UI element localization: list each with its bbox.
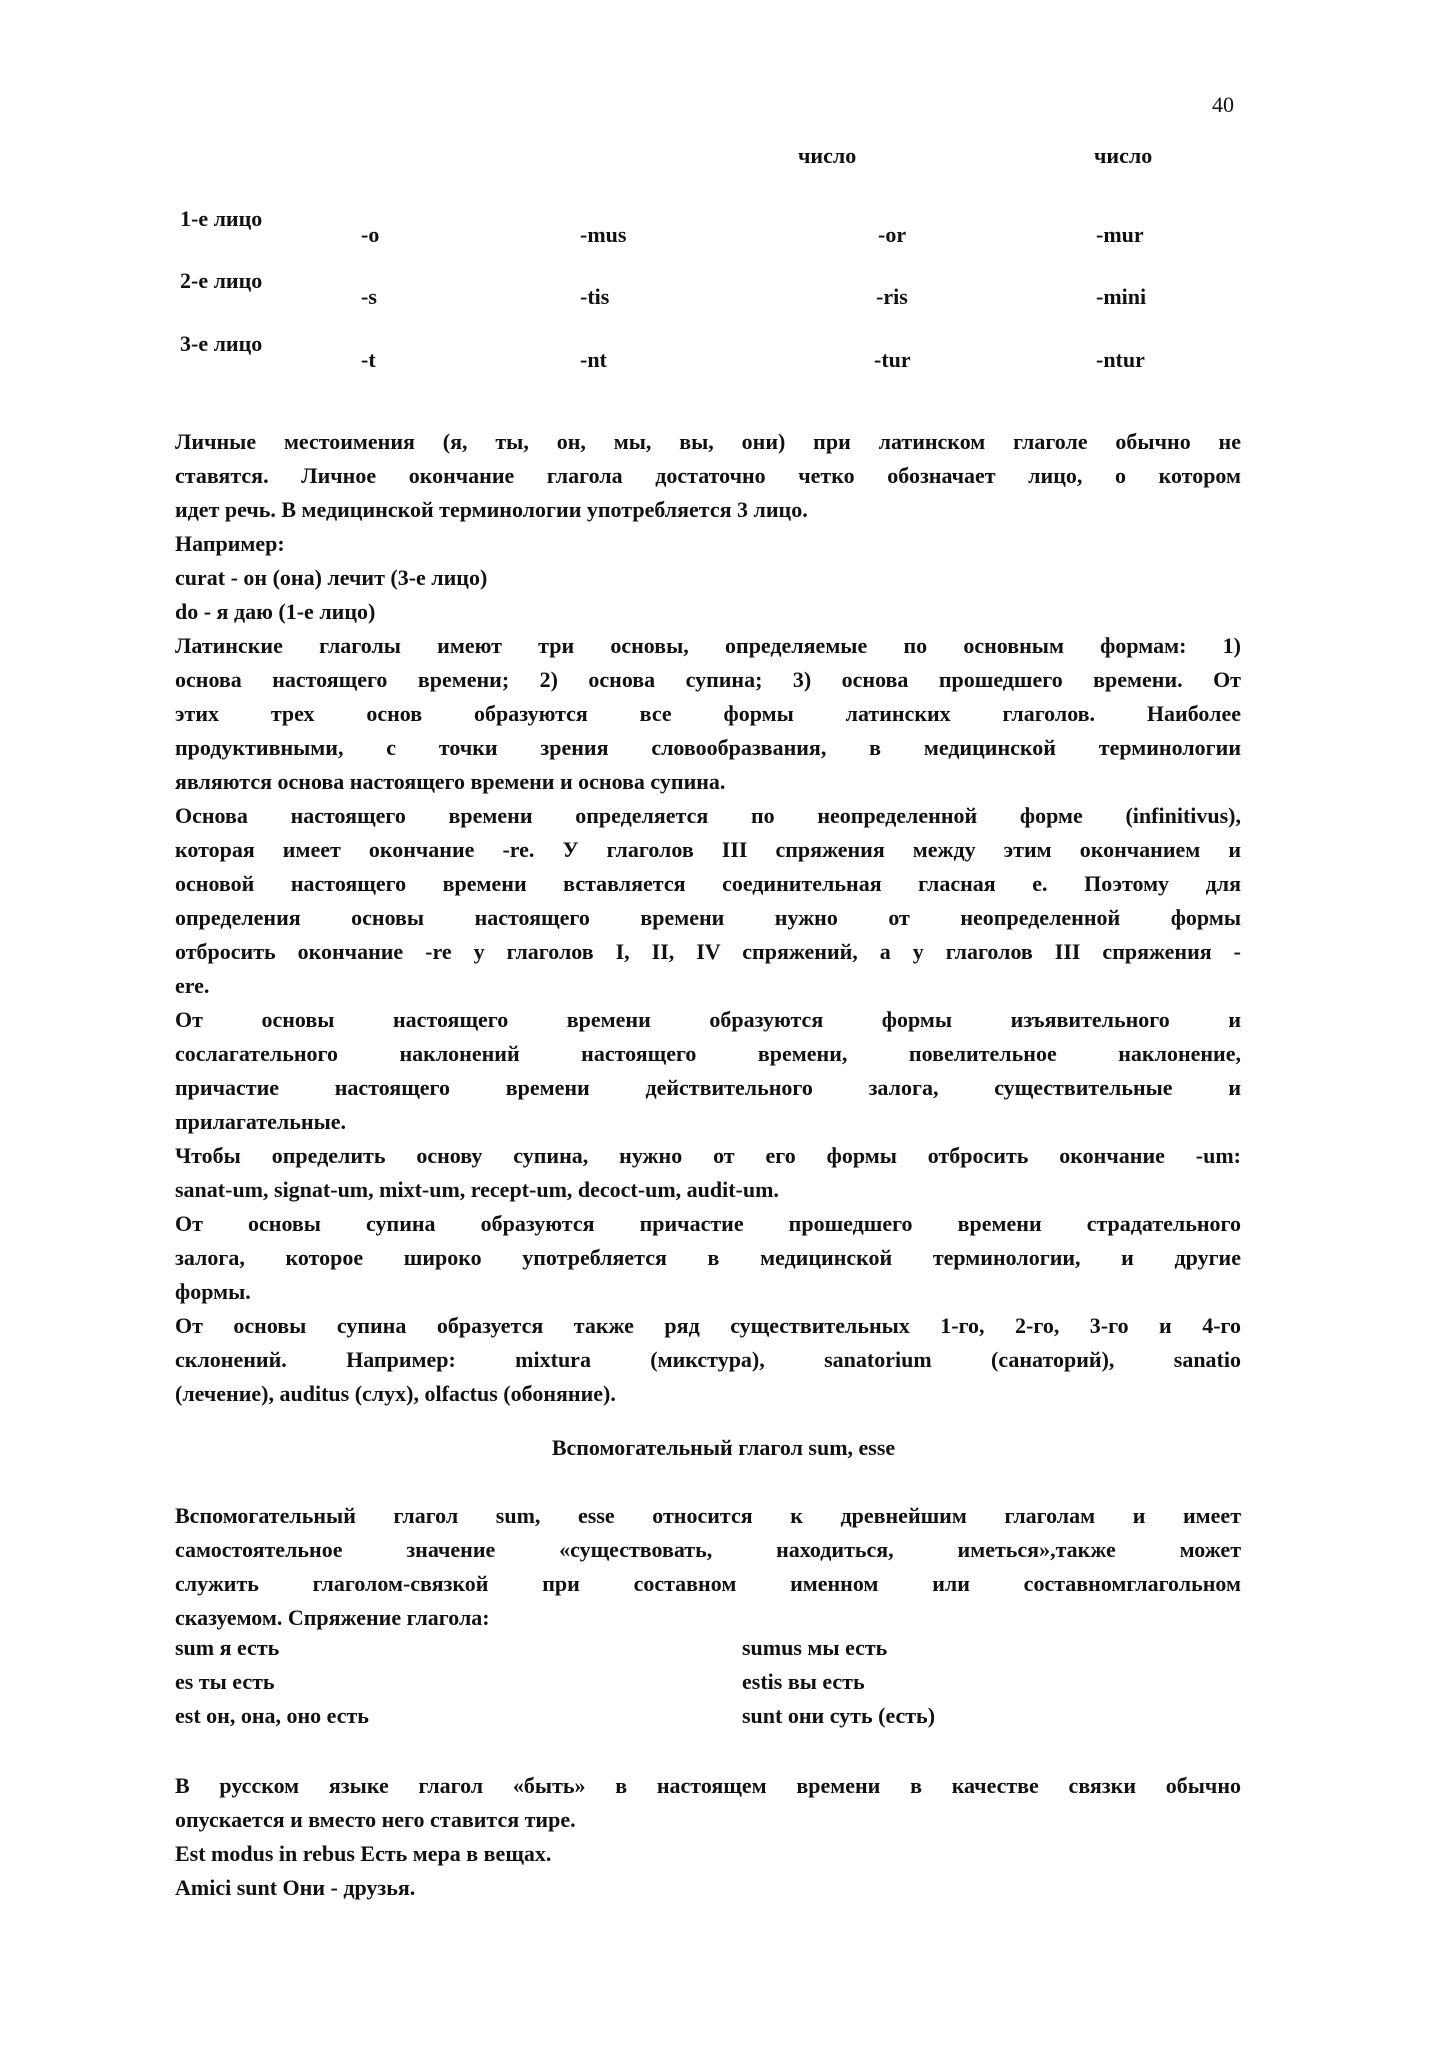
paragraph-supine-nouns (175, 1309, 1241, 1411)
text-line: являются основа настоящего времени и основа супина. (175, 769, 726, 794)
text-line: От основы супина образуются причастие прошедшего времени страдательного (175, 1211, 1241, 1236)
text-line: этих трех основ образуются все формы латинских глаголов. Наиболее (175, 701, 1241, 726)
table-cell: -or (878, 222, 907, 247)
text-line: Основа настоящего времени определяется по неопределенной форме (infinitivus), (175, 803, 1241, 828)
table-cell: -tur (874, 347, 911, 372)
text-line: служить глаголом-связкой при составном именном или составномглагольном (175, 1571, 1241, 1596)
table-cell: -mini (1096, 284, 1147, 309)
column-header: число (1094, 143, 1153, 168)
text-line: сослагательного наклонений настоящего времени, повелительное наклонение, (175, 1041, 1241, 1066)
conjugation-item: sumus мы есть (742, 1635, 888, 1660)
page-number: 40 (1212, 92, 1234, 117)
text-line: самостоятельное значение «существовать, находиться, иметься»,также может (175, 1537, 1241, 1562)
text-line: основа настоящего времени; 2) основа супина; 3) основа прошедшего времени. От (175, 667, 1241, 692)
conjugation-item: sunt они суть (есть) (742, 1703, 936, 1728)
column-header: число (798, 143, 857, 168)
paragraph-personal-pronouns (175, 425, 1241, 629)
table-cell: -nt (580, 347, 607, 372)
text-line: Est modus in rebus Есть мера в вещах. (175, 1841, 552, 1866)
paragraph-supine-participle (175, 1207, 1241, 1309)
text-line: curat - он (она) лечит (3-е лицо) (175, 565, 488, 590)
paragraph-copula-examples (175, 1769, 1241, 1905)
paragraph-three-stems (175, 629, 1241, 799)
text-line: идет речь. В медицинской терминологии употребляется 3 лицо. (175, 497, 808, 522)
text-line: определения основы настоящего времени нужно от неопределенной формы (175, 905, 1241, 930)
text-line: причастие настоящего времени действительного залога, существительные и (175, 1075, 1241, 1100)
paragraph-present-forms (175, 1003, 1241, 1139)
table-cell: -o (361, 222, 380, 247)
text-line: do - я даю (1-е лицо) (175, 599, 376, 624)
text-line: Чтобы определить основу супина, нужно от его формы отбросить окончание -um: (175, 1143, 1241, 1168)
paragraph-present-stem (175, 799, 1241, 1003)
text-line: залога, которое широко употребляется в медицинской терминологии, и другие (175, 1245, 1241, 1270)
section-heading: Вспомогательный глагол sum, esse (551, 1435, 896, 1460)
person-label: 2-е лицо (180, 268, 263, 293)
text-line: От основы супина образуется также ряд существительных 1-го, 2-го, 3-го и 4-го (175, 1313, 1241, 1338)
text-line: сказуемом. Спряжение глагола: (175, 1605, 490, 1630)
conjugation-item: estis вы есть (742, 1669, 865, 1694)
person-label: 1-е лицо (180, 206, 263, 231)
text-line: Личные местоимения (я, ты, он, мы, вы, они) при латинском глаголе обычно не (175, 429, 1241, 454)
table-cell: -t (361, 347, 376, 372)
text-line: которая имеет окончание -re. У глаголов III спряжения между этим окончанием и (175, 837, 1241, 862)
text-line: Латинские глаголы имеют три основы, определяемые по основным формам: 1) (175, 633, 1241, 658)
table-cell: -s (361, 284, 377, 309)
conjugation-item: es ты есть (175, 1669, 275, 1694)
table-cell: -mus (580, 222, 627, 247)
text-line: В русском языке глагол «быть» в настоящем времени в качестве связки обычно (175, 1773, 1241, 1798)
conjugation-item: est он, она, оно есть (175, 1703, 369, 1728)
text-line: прилагательные. (175, 1109, 347, 1134)
table-cell: -tis (580, 284, 610, 309)
text-line: основой настоящего времени вставляется соединительная гласная е. Поэтому для (175, 871, 1241, 896)
person-label: 3-е лицо (180, 331, 263, 356)
text-line: Amici sunt Они - друзья. (175, 1875, 416, 1900)
text-line: отбросить окончание -re у глаголов I, II, IV спряжений, а у глаголов III спряжения - (175, 939, 1241, 964)
paragraph-auxiliary-verb (175, 1499, 1241, 1635)
text-line: формы. (175, 1279, 251, 1304)
text-line: ere. (175, 973, 210, 998)
text-line: продуктивными, с точки зрения словообразвания, в медицинской терминологии (175, 735, 1241, 760)
text-line: склонений. Например: mixtura (микстура), sanatorium (санаторий), sanatio (175, 1347, 1241, 1372)
text-line: От основы настоящего времени образуются формы изъявительного и (175, 1007, 1241, 1032)
text-line: ставятся. Личное окончание глагола достаточно четко обозначает лицо, о котором (175, 463, 1241, 488)
text-line: Вспомогательный глагол sum, esse относится к древнейшим глаголам и имеет (175, 1503, 1241, 1528)
table-cell: -mur (1096, 222, 1144, 247)
paragraph-supine-stem (175, 1139, 1241, 1207)
table-cell: -ntur (1096, 347, 1145, 372)
table-cell: -ris (876, 284, 908, 309)
text-line: опускается и вместо него ставится тире. (175, 1807, 576, 1832)
text-line: (лечение), auditus (слух), olfactus (обоняние). (175, 1381, 616, 1406)
text-line: sanat-um, signat-um, mixt-um, recept-um, decoct-um, audit-um. (175, 1177, 779, 1202)
conjugation-item: sum я есть (175, 1635, 280, 1660)
text-line: Например: (175, 531, 285, 556)
